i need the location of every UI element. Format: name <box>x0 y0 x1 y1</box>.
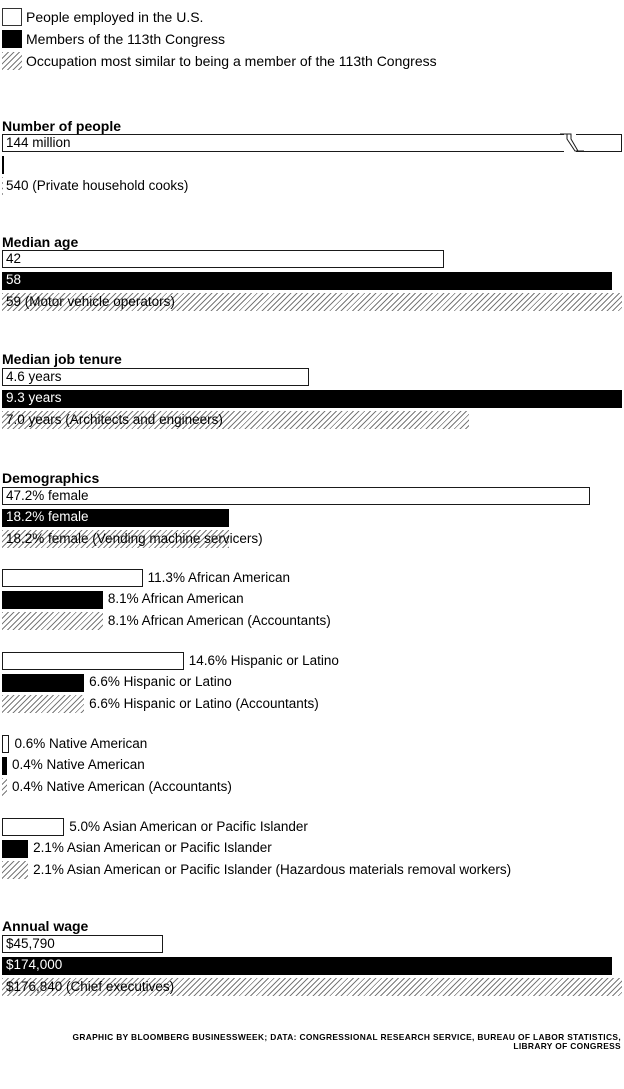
section-0-bar-congress <box>2 156 4 174</box>
legend-swatch-congress <box>2 30 22 48</box>
section-3-group-0-bar-us <box>2 487 590 505</box>
legend-label-us: People employed in the U.S. <box>26 9 204 25</box>
legend-swatch-similar <box>2 52 22 70</box>
section-3-group-3-label-congress: 0.4% Native American <box>11 757 145 773</box>
legend-label-congress: Members of the 113th Congress <box>26 31 225 47</box>
section-0-title: Number of people <box>2 118 122 134</box>
section-3-group-0-label-similar: 18.2% female (Vending machine servicers) <box>6 530 263 546</box>
section-2-label-congress: 9.3 years <box>6 390 62 406</box>
section-3-title: Demographics <box>2 470 100 486</box>
section-3-group-1-label-similar: 8.1% African American (Accountants) <box>107 612 331 628</box>
section-4-label-congress: $174,000 <box>6 957 63 973</box>
section-3-group-4-label-us: 5.0% Asian American or Pacific Islander <box>69 818 308 834</box>
section-4-title: Annual wage <box>2 918 89 934</box>
section-4-bar-congress <box>2 957 612 975</box>
section-3-group-3-bar-us <box>2 735 9 753</box>
section-1-title: Median age <box>2 234 79 250</box>
section-3-group-4-label-similar: 2.1% Asian American or Pacific Islander (Hazardous materials removal workers) <box>33 861 512 877</box>
section-1-bar-congress <box>2 272 612 290</box>
section-3-group-1-label-us: 11.3% African American <box>147 569 290 585</box>
legend-swatch-us <box>2 8 22 26</box>
source-credit-line-2: LIBRARY OF CONGRESS <box>513 1041 621 1051</box>
section-3-group-3-bar-congress <box>2 757 7 775</box>
section-3-group-1-bar-congress <box>2 591 103 609</box>
section-3-group-1-bar-similar <box>2 612 103 630</box>
section-1-label-similar: 59 (Motor vehicle operators) <box>6 293 175 309</box>
section-3-group-2-bar-congress <box>2 674 84 692</box>
section-3-group-4-label-congress: 2.1% Asian American or Pacific Islander <box>33 840 272 856</box>
section-3-group-1-bar-us <box>2 569 143 587</box>
section-3-group-4-bar-congress <box>2 840 28 858</box>
section-0-label-similar: 540 (Private household cooks) <box>6 177 189 193</box>
section-3-group-2-bar-us <box>2 652 184 670</box>
section-1-label-congress: 58 <box>6 272 22 288</box>
section-1-bar-us <box>2 250 444 268</box>
section-3-group-0-label-us: 47.2% female <box>6 487 89 503</box>
section-3-group-0-label-congress: 18.2% female <box>6 509 89 525</box>
section-3-group-3-label-similar: 0.4% Native American (Accountants) <box>11 778 232 794</box>
section-3-group-1-label-congress: 8.1% African American <box>107 591 244 607</box>
section-0-label-congress: 531 <box>6 156 29 172</box>
section-3-group-3-label-us: 0.6% Native American <box>14 735 148 751</box>
section-3-group-2-label-congress: 6.6% Hispanic or Latino <box>89 674 232 690</box>
section-2-label-us: 4.6 years <box>6 368 62 384</box>
section-4-label-similar: $176,840 (Chief executives) <box>6 978 175 994</box>
section-3-group-2-bar-similar <box>2 695 84 713</box>
section-1-label-us: 42 <box>6 250 22 266</box>
section-3-group-4-bar-similar <box>2 861 28 879</box>
section-0-bar-similar <box>2 177 3 195</box>
section-2-bar-congress <box>2 390 622 408</box>
section-0-axis-break-marker <box>558 133 586 153</box>
section-2-title: Median job tenure <box>2 351 122 367</box>
section-3-group-2-label-similar: 6.6% Hispanic or Latino (Accountants) <box>89 695 319 711</box>
section-0-label-us: 144 million <box>6 134 71 150</box>
section-3-group-4-bar-us <box>2 818 64 836</box>
section-2-label-similar: 7.0 years (Architects and engineers) <box>6 411 223 427</box>
section-3-group-3-bar-similar <box>2 778 7 796</box>
section-3-group-2-label-us: 14.6% Hispanic or Latino <box>188 652 339 668</box>
section-4-label-us: $45,790 <box>6 935 55 951</box>
section-0-bar-us <box>2 134 622 152</box>
legend-label-similar: Occupation most similar to being a member of the 113th Congress <box>26 53 437 69</box>
source-credit-line-1: GRAPHIC BY BLOOMBERG BUSINESSWEEK; DATA: CONGRESSIONAL RESEARCH SERVICE, BUREAU OF LABOR STATISTICS, <box>72 1032 621 1042</box>
